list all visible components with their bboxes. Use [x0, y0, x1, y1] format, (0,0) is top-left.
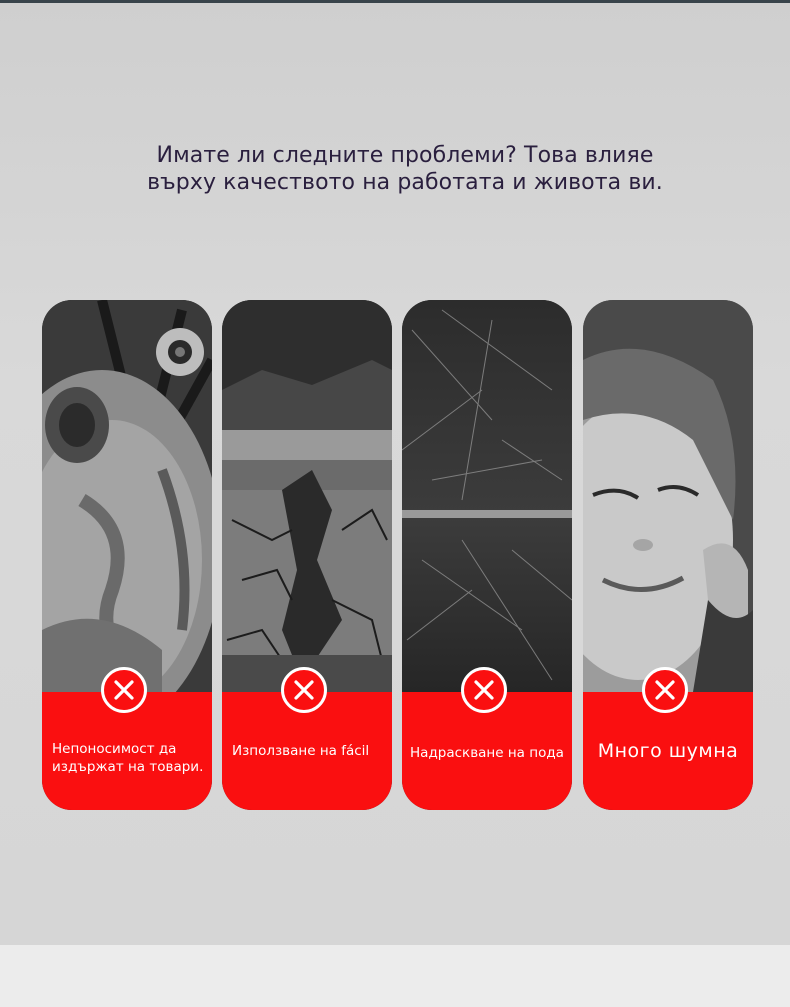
headline-line-2: върху качеството на работата и живота ви. [147, 170, 663, 195]
x-icon [642, 667, 688, 713]
problem-caption: Използване на fácil [232, 743, 370, 759]
headline [95, 142, 715, 196]
problem-card-scratch [402, 300, 572, 810]
problem-caption: Надраскване на пода [410, 745, 564, 761]
child-covering-ears-photo [583, 300, 753, 692]
problem-caption: Много шумна [597, 740, 739, 762]
x-icon [281, 667, 327, 713]
problem-caption: Непоносимост да издържат на товари. [52, 741, 204, 775]
worn-wheel-photo [42, 300, 212, 692]
x-icon [461, 667, 507, 713]
cracked-floor-photo [222, 300, 392, 692]
headline-line-1: Имате ли следните проблеми? Това влияе [156, 143, 654, 168]
problem-card-noise [583, 300, 753, 810]
problem-card-load [42, 300, 212, 810]
bottom-band [0, 945, 790, 1007]
problem-card-usage [222, 300, 392, 810]
scratched-floor-photo [402, 300, 572, 692]
x-icon [101, 667, 147, 713]
